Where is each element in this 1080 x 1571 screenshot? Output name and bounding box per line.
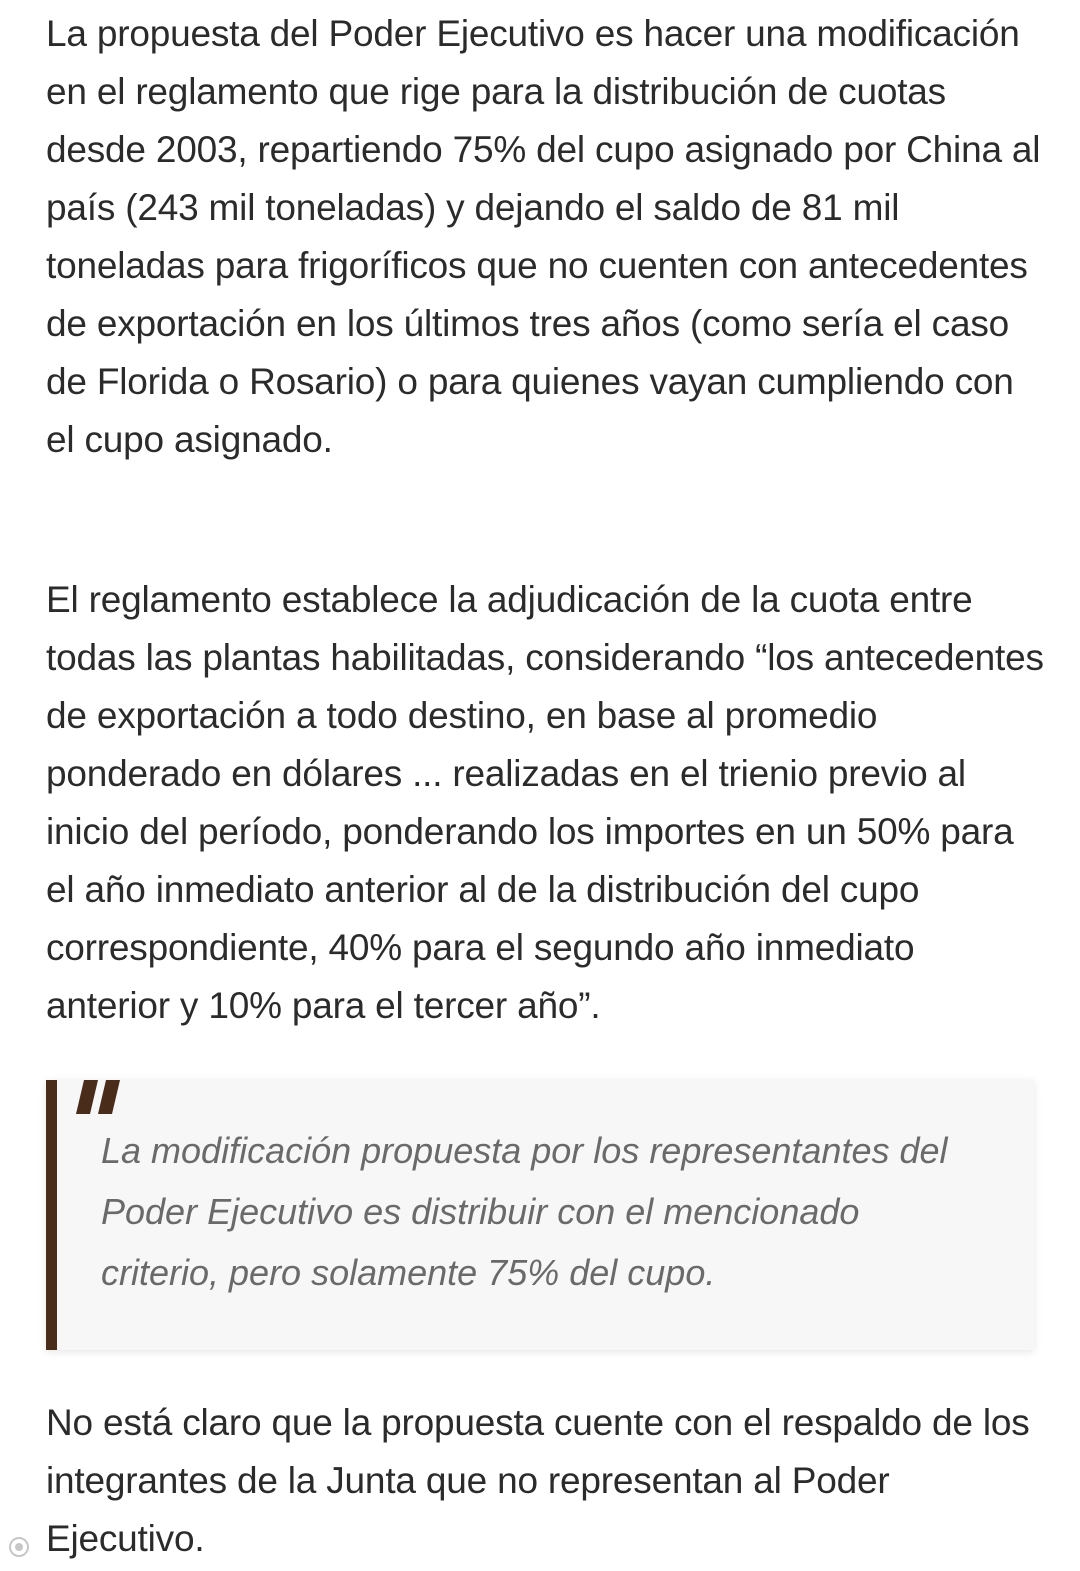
paragraph-3: No está claro que la propuesta cuente con el respaldo de los integrantes de la Junta que no representan al Poder Ejecutivo. — [46, 1402, 1030, 1559]
paragraph-2: El reglamento establece la adjudicación de la cuota entre todas las plantas habilitadas, considerando “los antecedentes de exportación a todo destino, en base al promedio ponderado en dólares ... realizadas en el trienio previo al inicio del período, ponderando los importes en un 50% para el año inmediato anterior al de la distribución del cupo correspondiente, 40% para el segundo año inmediato anterior y 10% para el tercer año”. — [46, 579, 1044, 1026]
watermark — [8, 1527, 30, 1567]
pull-quote — [46, 1080, 1034, 1350]
quote-mark-icon — [76, 1080, 120, 1114]
pull-quote-accent-bar — [46, 1080, 57, 1350]
watermark-logo-icon — [8, 1536, 30, 1558]
pull-quote-text: La modificación propuesta por los representantes del Poder Ejecutivo es distribuir con el mencionado criterio, pero solamente 75% del cupo. — [101, 1130, 948, 1293]
paragraph-1: La propuesta del Poder Ejecutivo es hacer una modificación en el reglamento que rige para la distribución de cuotas desde 2003, repartiendo 75% del cupo asignado por China al país (243 mil toneladas) y dejando el saldo de 81 mil toneladas para frigoríficos que no cuenten con antecedentes de exportación en los últimos tres años (como sería el caso de Florida o Rosario) o para quienes vayan cumpliendo con el cupo asignado. — [46, 13, 1041, 460]
